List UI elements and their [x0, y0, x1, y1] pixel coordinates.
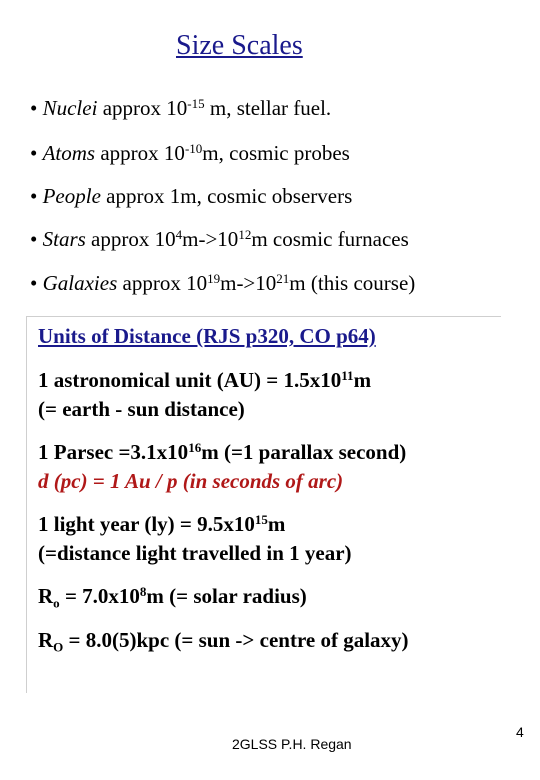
bullet-people: • People approx 1m, cosmic observers: [30, 184, 353, 208]
bullet-atoms: • Atoms approx $10^{-10}m$, cosmic probes: [30, 140, 350, 165]
bullet-marker: •: [30, 227, 43, 251]
solar-radius-line: $R_o = 7.0x10^8m$ (= solar radius): [38, 583, 307, 611]
bullet-marker: •: [30, 271, 43, 295]
footer-author: 2GLSS P.H. Regan: [232, 736, 352, 752]
subscript: o: [53, 595, 60, 611]
exponent: 15: [254, 511, 268, 527]
bullet-term: Nuclei: [42, 96, 98, 120]
bullet-term: People: [42, 184, 101, 208]
galactic-distance-line: $R_O = 8.0(5)kpc$ (= sun -> centre of galaxy): [38, 628, 409, 655]
slide-title: Size Scales: [176, 30, 303, 61]
light-year-note: (=distance light travelled in 1 year): [38, 541, 352, 565]
page-number: 4: [516, 724, 524, 740]
exponent: 12: [238, 226, 252, 242]
parsec-definition: 1 $Parsec =3.1x10^{16}m$ (=1 parallax second): [38, 439, 407, 464]
exponent: 19: [207, 270, 221, 286]
exponent: 21: [276, 270, 290, 286]
units-heading: Units of Distance (RJS p320, CO p64): [38, 324, 376, 348]
exponent: 11: [341, 367, 354, 383]
exponent: 8: [139, 583, 147, 599]
au-definition: 1 astronomical unit $(AU) = 1.5x10^{11}m$: [38, 367, 372, 392]
parsec-formula: d (pc) = 1 Au / p (in seconds of arc): [38, 469, 344, 493]
exponent: -15: [187, 95, 205, 111]
bullet-term: Atoms: [42, 141, 96, 165]
bullet-marker: •: [30, 184, 43, 208]
exponent: -10: [184, 140, 203, 156]
bullet-marker: •: [30, 96, 43, 120]
exponent: 4: [175, 226, 183, 242]
bullet-term: Galaxies: [42, 271, 118, 295]
bullet-marker: •: [30, 141, 43, 165]
au-note: (= earth - sun distance): [38, 397, 245, 421]
bullet-stars: • Stars approx $10^4m->10^{12}m$ cosmic furnaces: [30, 226, 409, 251]
light-year-definition: 1 light year $(ly) = 9.5x10^{15}m$: [38, 511, 286, 536]
exponent: 16: [188, 439, 202, 455]
bullet-galaxies: • Galaxies approx $10^{19}m->10^{21}m$ (this course): [30, 270, 416, 295]
subscript: O: [53, 639, 64, 655]
bullet-nuclei: • Nuclei approx $10^{-15}$ m, stellar fuel.: [30, 95, 332, 120]
bullet-term: Stars: [42, 227, 86, 251]
